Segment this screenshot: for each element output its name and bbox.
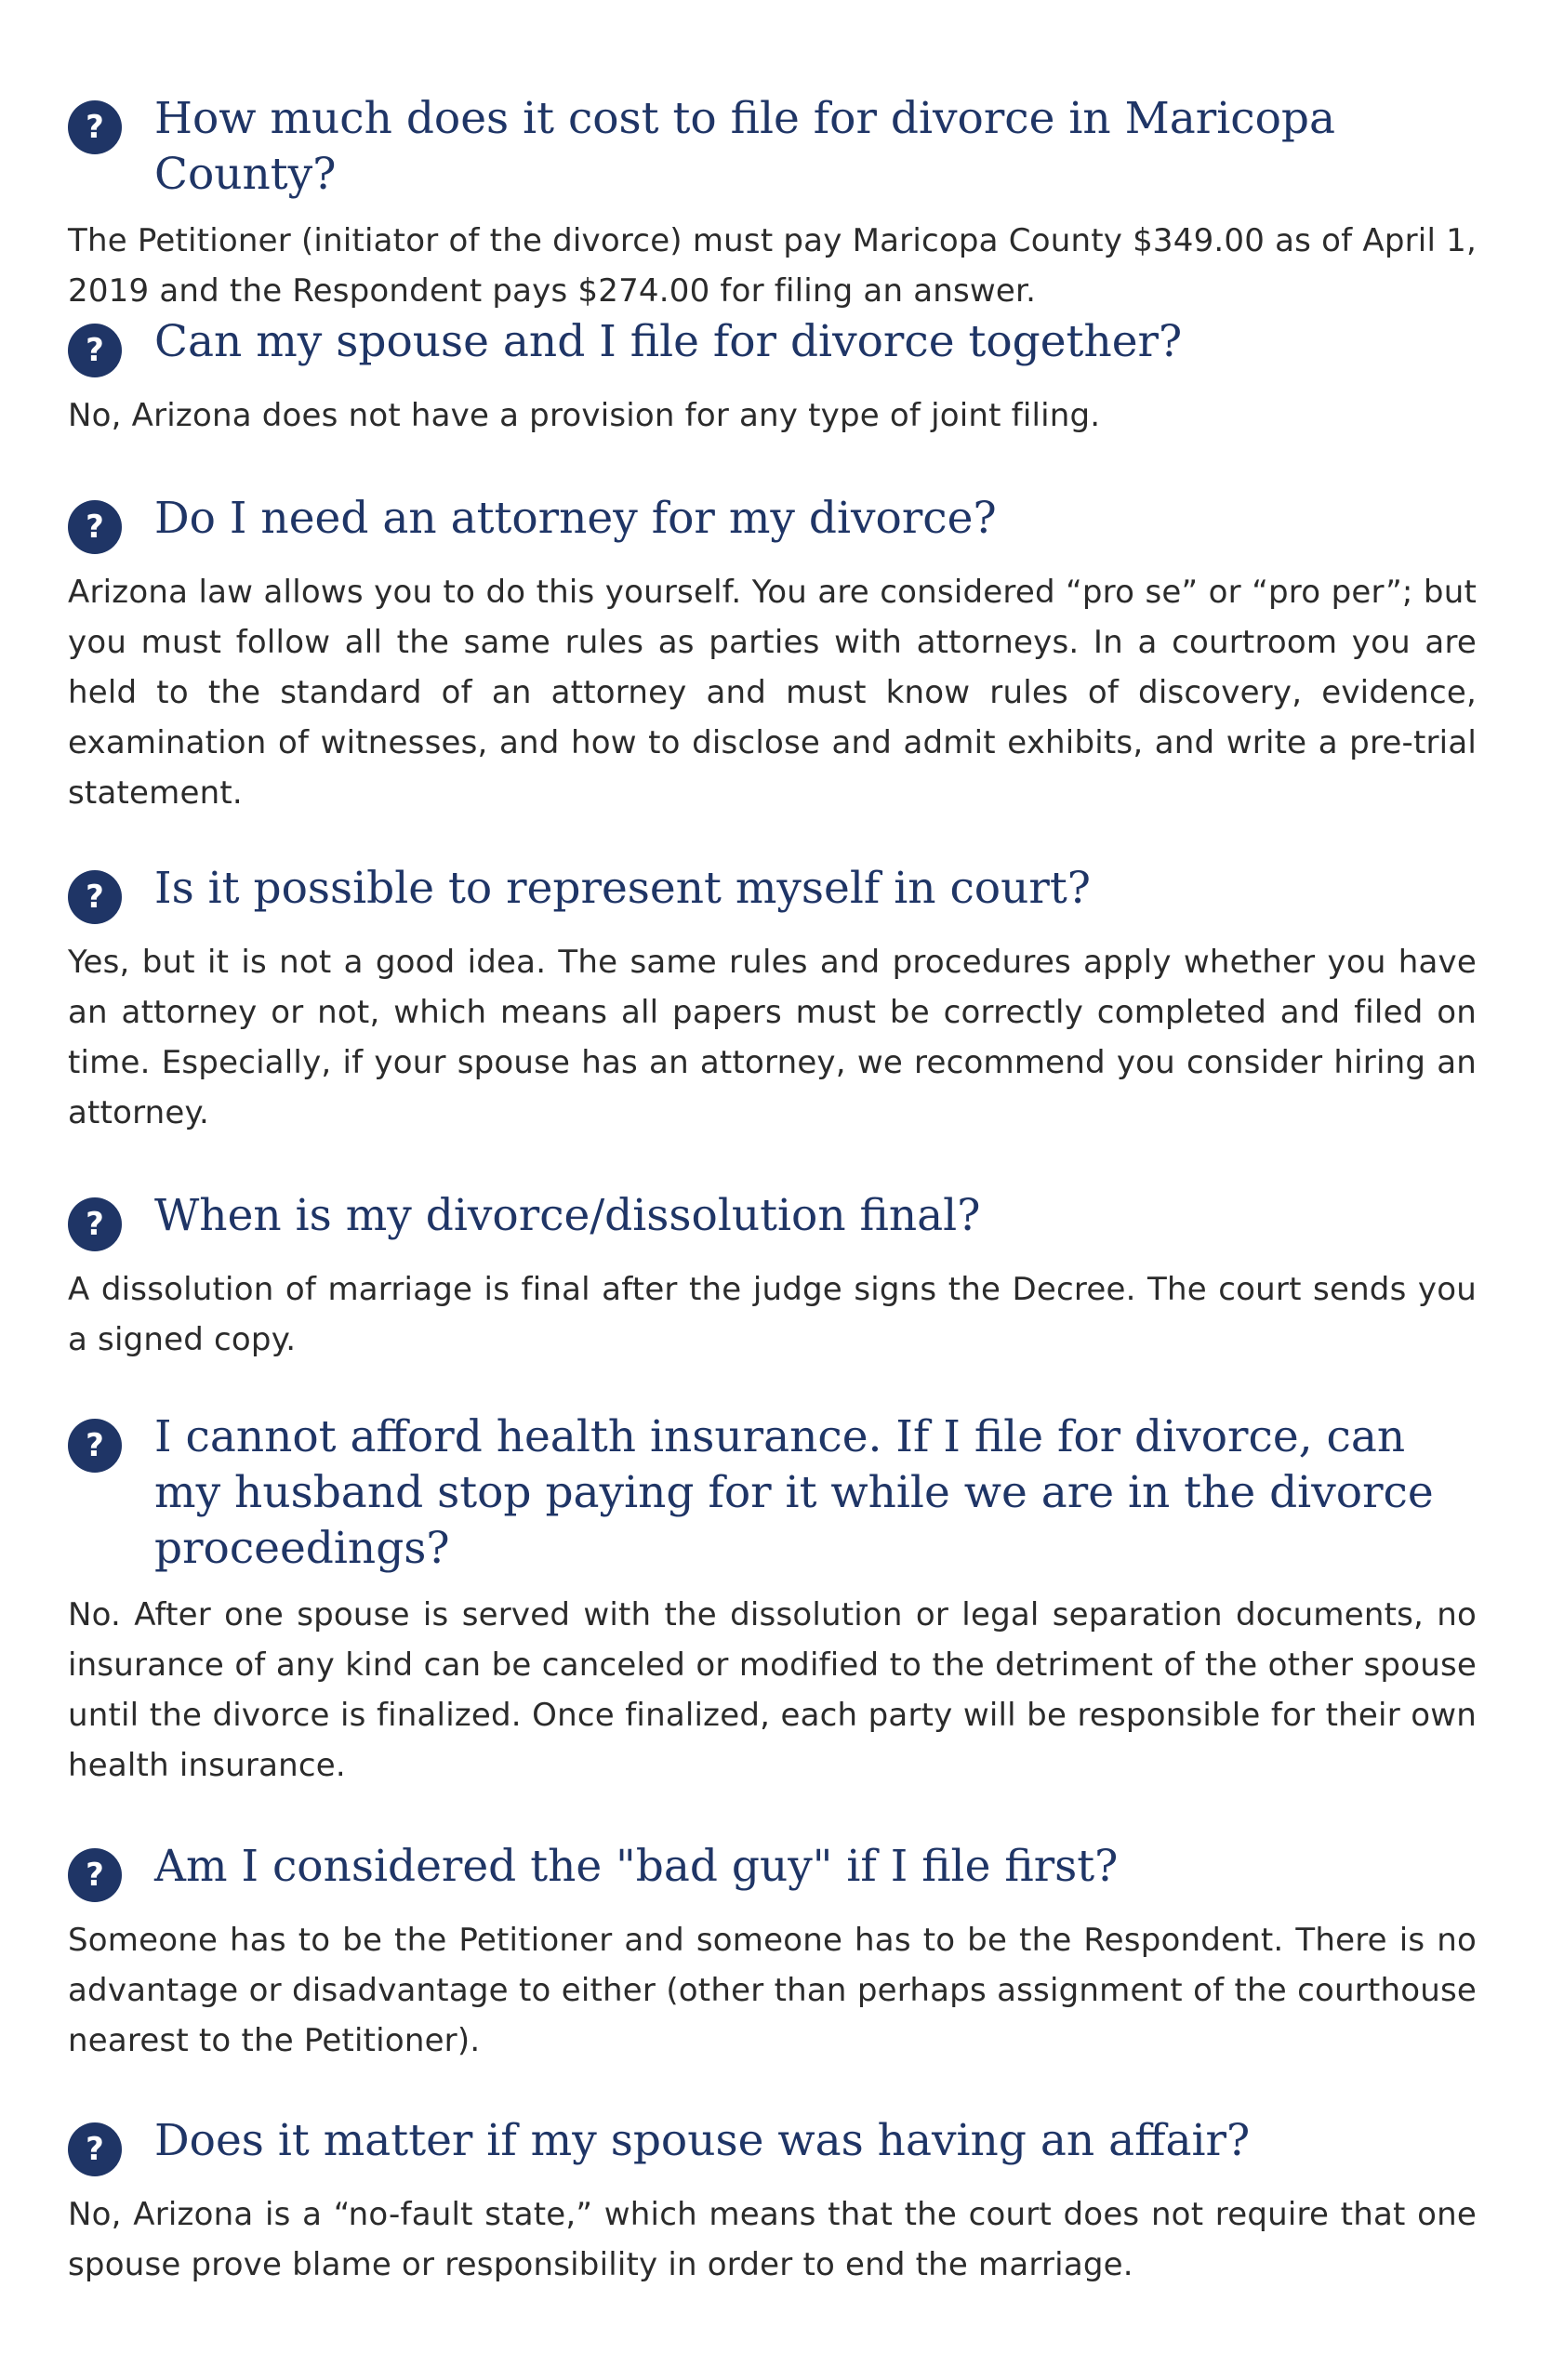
question-mark-icon: ?	[68, 870, 122, 924]
faq-answer: Someone has to be the Petitioner and someone has to be the Respondent. There is no advantage or disadvantage to either (other than perhaps assignment of the courthouse nearest to the Petitioner).	[68, 1922, 1477, 2059]
faq-question-row	[68, 1188, 1477, 1251]
faq-question: When is my divorce/dissolution final?	[154, 1190, 981, 1241]
faq-question-row	[68, 314, 1477, 377]
faq-answer: A dissolution of marriage is final after the judge signs the Decree. The court sends you a signed copy.	[68, 1271, 1477, 1358]
faq-question: Is it possible to represent myself in court?	[154, 863, 1091, 914]
faq-question: Can my spouse and I file for divorce together?	[154, 316, 1183, 367]
faq-answer: No, Arizona is a “no-fault state,” which means that the court does not require that one spouse prove blame or responsibility in order to end the marriage.	[68, 2196, 1477, 2283]
question-mark-icon: ?	[68, 500, 122, 554]
question-mark-icon: ?	[68, 324, 122, 377]
faq-item	[68, 1839, 1477, 2066]
question-mark-icon: ?	[68, 1419, 122, 1473]
faq-question-row	[68, 1409, 1477, 1577]
question-mark-icon: ?	[68, 1848, 122, 1902]
faq-question-row	[68, 491, 1477, 554]
faq-question-row	[68, 2113, 1477, 2176]
faq-answer: Yes, but it is not a good idea. The same rules and procedures apply whether you have an attorney or not, which means all papers must be correctly completed and filed on time. Especially, if your spouse has an attorney, we recommend you consider hiring an attorney.	[68, 944, 1477, 1131]
faq-item	[68, 314, 1477, 441]
faq-question: How much does it cost to file for divorce in Maricopa County?	[154, 93, 1335, 200]
faq-question-row	[68, 861, 1477, 924]
faq-item	[68, 91, 1477, 316]
faq-question-row	[68, 91, 1477, 203]
faq-item	[68, 491, 1477, 818]
faq-item	[68, 2113, 1477, 2290]
faq-question: Am I considered the "bad guy" if I file first?	[154, 1841, 1119, 1892]
question-mark-icon: ?	[68, 1197, 122, 1251]
question-mark-icon: ?	[68, 2122, 122, 2176]
faq-question-row	[68, 1839, 1477, 1902]
faq-answer: No, Arizona does not have a provision for any type of joint filing.	[68, 397, 1101, 434]
faq-answer: Arizona law allows you to do this yourself. You are considered “pro se” or “pro per”; but you must follow all the same rules as parties with attorneys. In a courtroom you are held to the standard of an attorney and must know rules of discovery, evidence, examination of witnesses, and how to disclose and admit exhibits, and write a pre-trial statement.	[68, 574, 1477, 812]
faq-answer: No. After one spouse is served with the dissolution or legal separation documents, no insurance of any kind can be canceled or modified to the detriment of the other spouse until the divorce is finalized. Once finalized, each party will be responsible for their own health insurance.	[68, 1596, 1477, 1784]
faq-answer: The Petitioner (initiator of the divorce) must pay Maricopa County $349.00 as of April 1, 2019 and the Respondent pays $274.00 for filing an answer.	[68, 222, 1477, 310]
faq-item	[68, 861, 1477, 1138]
faq-item	[68, 1188, 1477, 1365]
faq-question: Does it matter if my spouse was having an affair?	[154, 2115, 1251, 2166]
faq-question: I cannot afford health insurance. If I file for divorce, can my husband stop paying for it while we are in the divorce proceedings?	[154, 1411, 1434, 1574]
faq-question: Do I need an attorney for my divorce?	[154, 493, 997, 544]
faq-item	[68, 1409, 1477, 1791]
question-mark-icon: ?	[68, 100, 122, 154]
